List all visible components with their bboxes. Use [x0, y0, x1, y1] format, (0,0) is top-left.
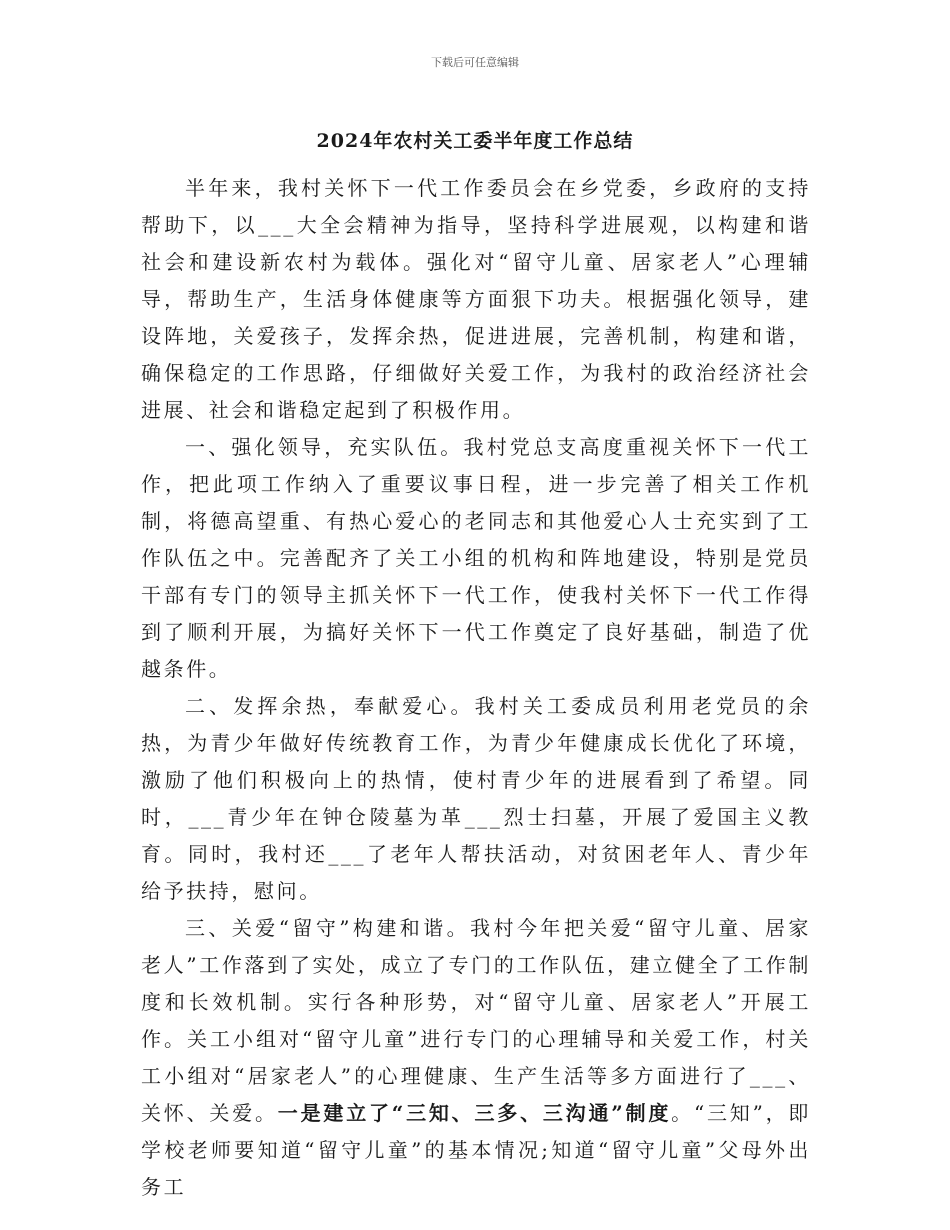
paragraph-dedication: 二、发挥余热，奉献爱心。我村关工委成员利用老党员的余热，为青少年做好传统教育工作，为青少年健康成长优化了环境，激励了他们积极向上的热情，使村青少年的进展看到了希望。同时，___青少年在钟仓陵墓为革___烈士扫墓，开展了爱国主义教育。同时，我村还___了老年人帮扶活动，对贫困老年人、青少年给予扶持，慰问。 — [141, 694, 811, 903]
document-body — [141, 170, 811, 1206]
document-title: 2024年农村关工委半年度工作总结 — [316, 130, 634, 152]
paragraph-text-continued: 。“三知”，即学校老师要知道“留守儿童”的基本情况;知道“留守儿童”父母外出务工 — [141, 1101, 812, 1199]
bold-emphasis-text: 一是建立了“三知、三多、三沟通”制度 — [277, 1101, 672, 1125]
paragraph-leadership: 一、强化领导，充实队伍。我村党总支高度重视关怀下一代工作，把此项工作纳入了重要议事日程，进一步完善了相关工作机制，将德高望重、有热心爱心的老同志和其他爱心人士充实到了工作队伍之中。完善配齐了关工小组的机构和阵地建设，特别是党员干部有专门的领导主抓关怀下一代工作，使我村关怀下一代工作得到了顺利开展，为搞好关怀下一代工作奠定了良好基础，制造了优越条件。 — [141, 435, 811, 681]
header-note: 下载后可任意编辑 — [431, 56, 519, 69]
paragraph-text: 三、关爱“留守”构建和谐。我村今年把关爱“留守儿童、居家老人”工作落到了实处，成立了专门的工作队伍，建立健全了工作制度和长效机制。实行各种形势，对“留守儿童、居家老人”开展工作。关工小组对“留守儿童”进行专门的心理辅导和关爱工作，村关工小组对“居家老人”的心理健康、生产生活等多方面进行了___、关怀、关爱。 — [141, 916, 811, 1125]
paragraph-intro: 半年来，我村关怀下一代工作委员会在乡党委，乡政府的支持帮助下，以___大全会精神为指导，坚持科学进展观，以构建和谐社会和建设新农村为载体。强化对“留守儿童、居家老人”心理辅导，帮助生产，生活身体健康等方面狠下功夫。根据强化领导，建设阵地，关爱孩子，发挥余热，促进进展，完善机制，构建和谐，确保稳定的工作思路，仔细做好关爱工作，为我村的政治经济社会进展、社会和谐稳定起到了积极作用。 — [141, 176, 811, 422]
paragraph-left-behind-care — [141, 910, 811, 1206]
